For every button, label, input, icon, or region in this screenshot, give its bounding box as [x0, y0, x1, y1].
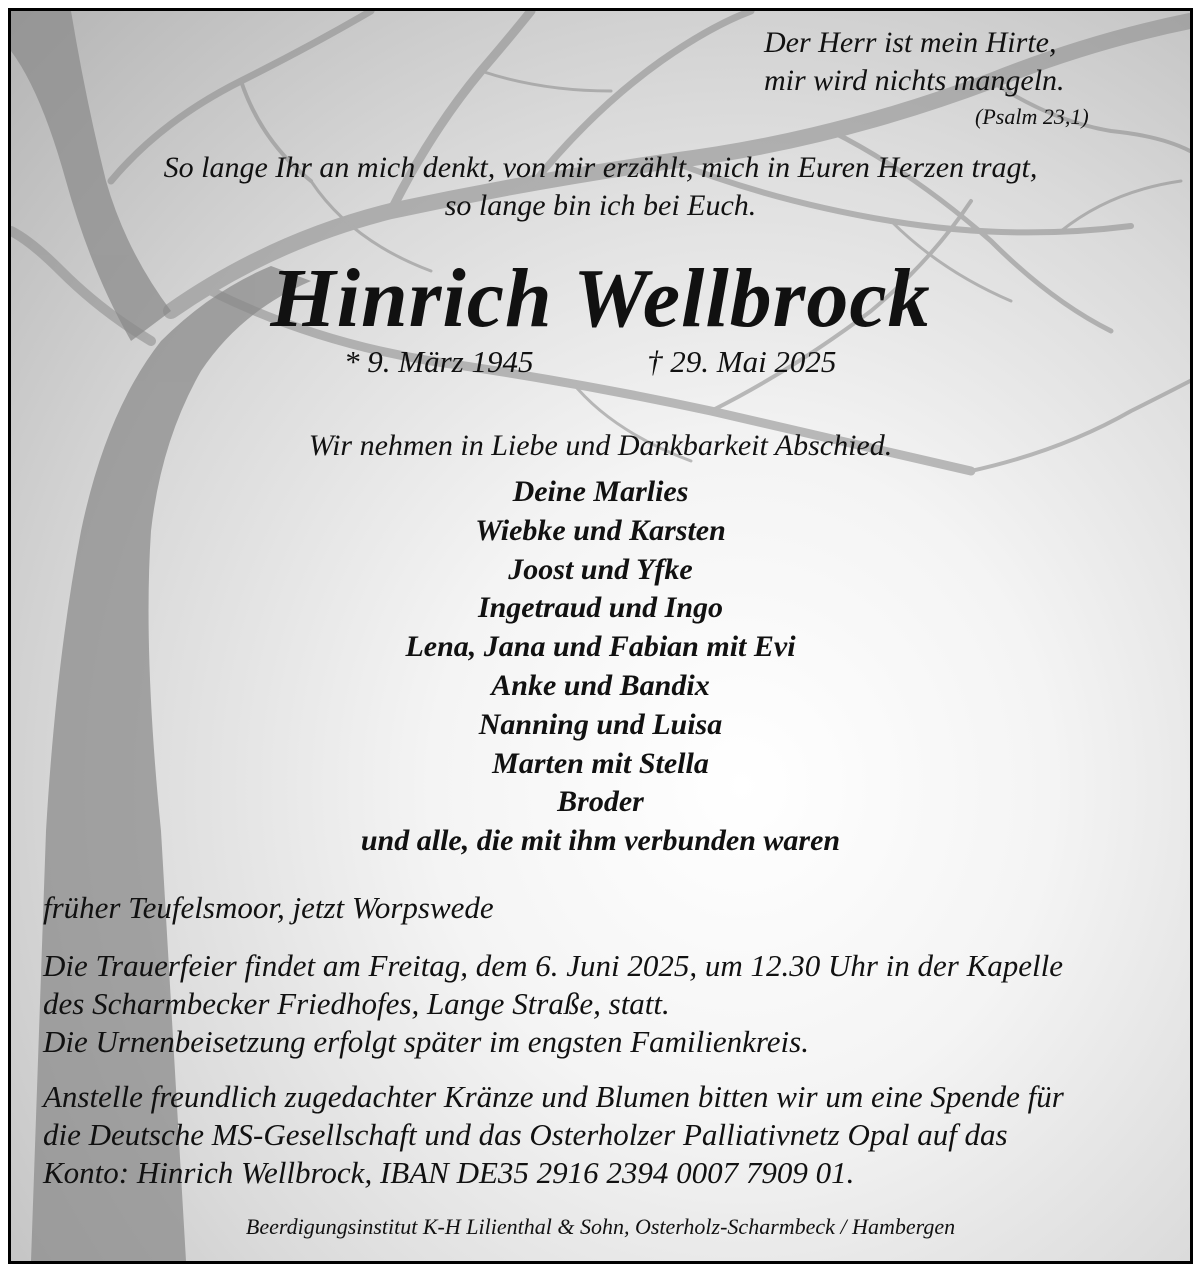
mourner-item: Broder: [557, 785, 644, 819]
psalm-quote: [764, 24, 1065, 100]
mourner-item: und alle, die mit ihm verbunden waren: [360, 824, 841, 858]
residence-line: früher Teufelsmoor, jetzt Worpswede: [43, 890, 494, 925]
mourner-item: Ingetraud und Ingo: [477, 591, 724, 625]
mourners-list: [11, 473, 1190, 861]
mourner-item: Marten mit Stella: [492, 746, 709, 780]
service-line-1: Die Trauerfeier findet am Freitag, dem 6. Juni 2025, um 12.30 Uhr in der Kapelle: [43, 948, 1064, 983]
quote-line-1: So lange Ihr an mich denkt, von mir erzählt, mich in Euren Herzen tragt,: [163, 151, 1038, 184]
mourner-item: Lena, Jana und Fabian mit Evi: [405, 630, 796, 664]
donation-paragraph: [43, 1078, 1173, 1192]
service-line-2: des Scharmbecker Friedhofes, Lange Straße, statt.: [43, 986, 670, 1021]
psalm-line-2: mir wird nichts mangeln.: [764, 64, 1065, 97]
donation-line-3: Konto: Hinrich Wellbrock, IBAN DE35 2916 2394 0007 7909 01.: [43, 1155, 855, 1190]
funeral-home-credit: Beerdigungsinstitut K-H Lilienthal & Sohn, Osterholz-Scharmbeck / Hambergen: [245, 1214, 956, 1239]
deceased-name: Hinrich Wellbrock: [270, 252, 931, 345]
memorial-quote: [11, 149, 1190, 225]
mourner-item: Wiebke und Karsten: [475, 513, 726, 547]
notice-content: [11, 11, 1190, 1261]
birth-date: * 9. März 1945: [344, 344, 534, 379]
donation-line-2: die Deutsche MS-Gesellschaft und das Osterholzer Palliativnetz Opal auf das: [43, 1117, 1008, 1152]
donation-line-1: Anstelle freundlich zugedachter Kränze und Blumen bitten wir um eine Spende für: [43, 1079, 1064, 1114]
quote-line-2: so lange bin ich bei Euch.: [444, 189, 757, 222]
mourner-item: Deine Marlies: [512, 475, 689, 508]
mourner-item: Joost und Yfke: [508, 552, 693, 586]
service-paragraph: [43, 947, 1173, 1061]
service-line-3: Die Urnenbeisetzung erfolgt später im engsten Familienkreis.: [43, 1024, 809, 1059]
psalm-reference: (Psalm 23,1): [975, 104, 1089, 129]
mourner-item: Anke und Bandix: [491, 668, 710, 702]
death-date: † 29. Mai 2025: [647, 344, 837, 379]
farewell-line: Wir nehmen in Liebe und Dankbarkeit Abschied.: [308, 429, 893, 462]
psalm-line-1: Der Herr ist mein Hirte,: [764, 26, 1057, 59]
mourner-item: Nanning und Luisa: [478, 707, 723, 741]
obituary-notice: [8, 8, 1193, 1264]
